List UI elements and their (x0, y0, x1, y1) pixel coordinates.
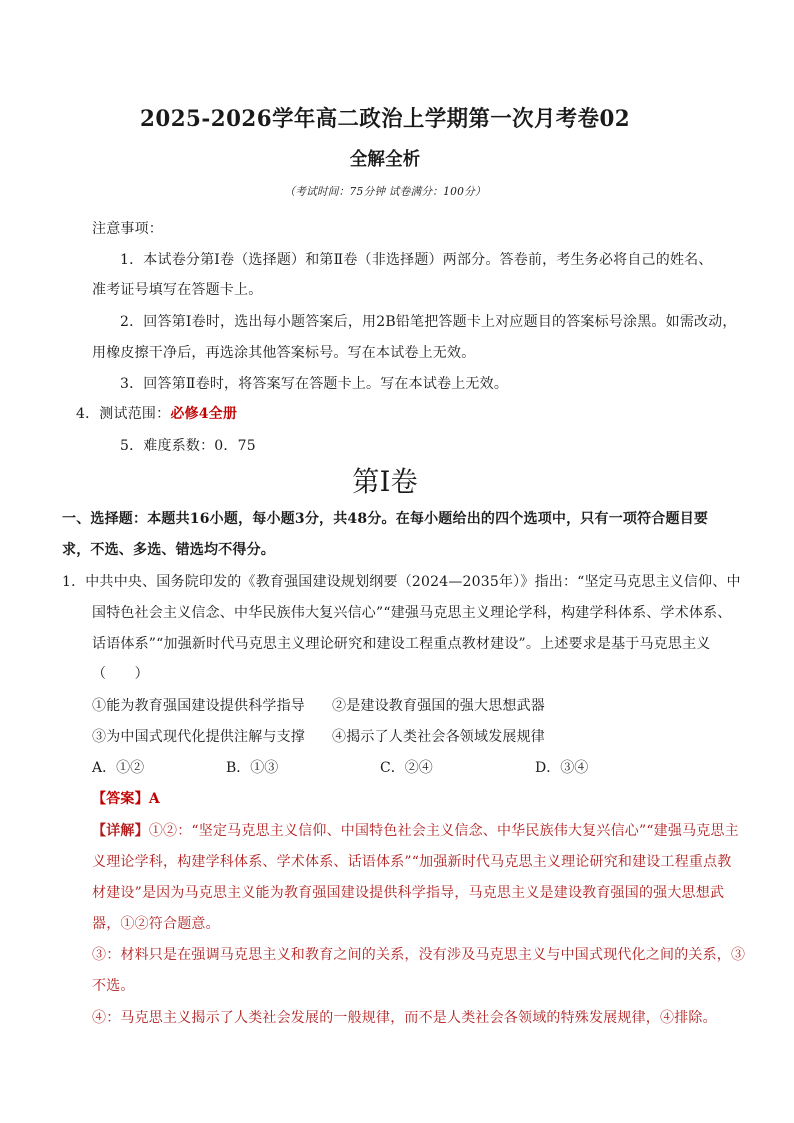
q1-detail-line-2: 义理论学科，构建学科体系、学术体系、话语体系”“加强新时代马克思主义理论研究和建设工程重点教 (92, 854, 732, 870)
detail-text-1a: ①②：“坚定马克思主义信仰、中国特色社会主义信念、中华民族伟大复兴信心”“建强马克思主 (148, 823, 739, 839)
q1-answer (92, 789, 160, 809)
q1-statement-4: ④揭示了人类社会各领域发展规律 (332, 729, 545, 745)
exam-info: （考试时间：75分钟 试卷满分：100分） (284, 185, 486, 198)
detail-label: 【详解】 (92, 823, 149, 839)
section-instructions-line-2: 求，不选、多选、错选均不得分。 (62, 542, 275, 558)
q1-statement-2: ②是建设教育强国的强大思想武器 (332, 698, 545, 714)
section-instructions-line-1: 一、选择题：本题共16小题，每小题3分，共48分。在每小题给出的四个选项中，只有一项符合题目要 (62, 511, 709, 527)
note-4 (76, 404, 237, 424)
q1-detail-line-6: 不选。 (92, 978, 135, 994)
note-5: 5．难度系数：0．75 (120, 438, 256, 454)
page-subtitle: 全解全析 (349, 149, 421, 170)
q1-stem-line-1: 1．中共中央、国务院印发的《教育强国建设规划纲要（2024—2035年）》指出：“坚定马克思主义信仰、中 (62, 574, 741, 590)
q1-detail-line-3: 材建设”是因为马克思主义能为教育强国建设提供科学指导，马克思主义是建设教育强国的强大思想武 (92, 885, 725, 901)
q1-statement-3: ③为中国式现代化提供注解与支撑 (92, 729, 305, 745)
page-title: 2025-2026学年高二政治上学期第一次月考卷02 (140, 106, 631, 132)
notes-heading: 注意事项： (92, 221, 163, 237)
note-3: 3．回答第Ⅱ卷时，将答案写在答题卡上。写在本试卷上无效。 (120, 376, 509, 392)
q1-detail-line-5: ③：材料只是在强调马克思主义和教育之间的关系，没有涉及马克思主义与中国式现代化之间的关系，③ (92, 947, 746, 963)
answer-value: A (148, 791, 160, 807)
q1-option-a: A．①② (92, 760, 145, 776)
answer-label: 【答案】 (92, 791, 149, 807)
q1-option-b: B．①③ (226, 760, 279, 776)
q1-stem-line-2: 国特色社会主义信念、中华民族伟大复兴信心”“建强马克思主义理论学科，构建学科体系、学术体系、 (92, 605, 732, 621)
section-title: 第Ⅰ卷 (352, 465, 418, 498)
q1-option-c: C．②④ (380, 760, 433, 776)
note-1-line-2: 准考证号填写在答题卡上。 (92, 282, 263, 298)
q1-detail-line-7: ④：马克思主义揭示了人类社会发展的一般规律，而不是人类社会各领域的特殊发展规律，④排除。 (92, 1010, 717, 1026)
note-2-line-1: 2．回答第Ⅰ卷时，选出每小题答案后，用2B铅笔把答题卡上对应题目的答案标号涂黑。如需改动， (120, 314, 737, 330)
note-1-line-1: 1．本试卷分第Ⅰ卷（选择题）和第Ⅱ卷（非选择题）两部分。答卷前，考生务必将自己的姓名、 (120, 252, 713, 268)
note-4-label: 4．测试范围： (76, 406, 171, 422)
q1-statement-1: ①能为教育强国建设提供科学指导 (92, 698, 305, 714)
note-4-scope: 必修4全册 (170, 406, 238, 422)
note-2-line-2: 用橡皮擦干净后，再选涂其他答案标号。写在本试卷上无效。 (92, 345, 476, 361)
q1-detail-line-1 (92, 821, 739, 841)
q1-stem-line-3: 话语体系”“加强新时代马克思主义理论研究和建设工程重点教材建设”。上述要求是基于马克思主义 (92, 636, 711, 652)
q1-detail-line-4: 器，①②符合题意。 (92, 916, 220, 932)
q1-answer-blank: （ ） (92, 666, 149, 682)
q1-option-d: D．③④ (535, 760, 589, 776)
